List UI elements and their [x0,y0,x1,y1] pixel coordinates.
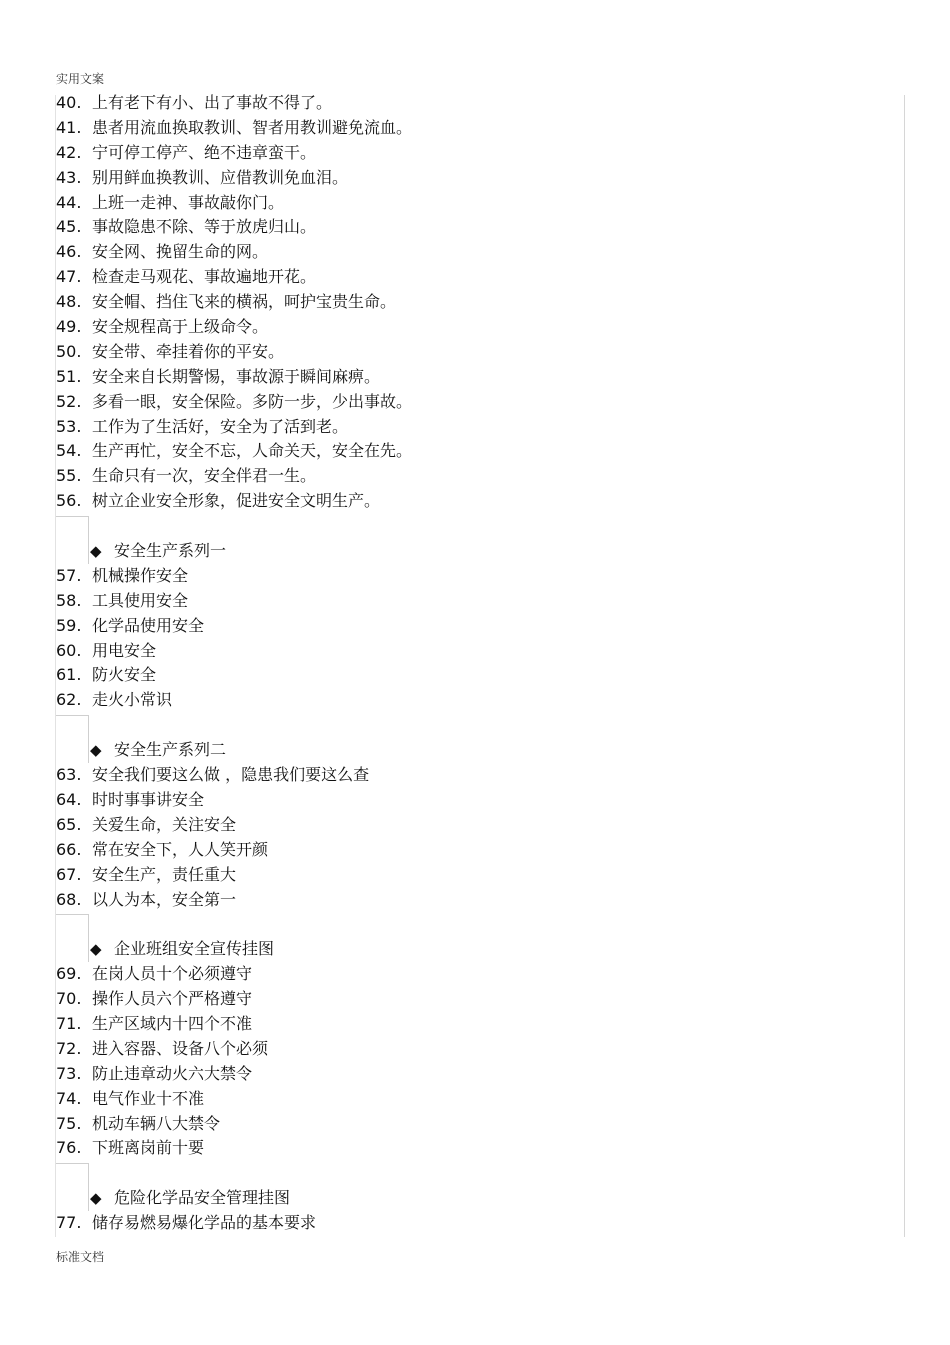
item-number: 46. [56,242,82,262]
list-item [56,987,896,1012]
section-heading [56,539,896,564]
list-item [56,788,896,813]
item-number: 49. [56,317,82,337]
item-text: 进入容器、设备八个必须 [92,1038,269,1058]
item-number: 56. [56,491,82,511]
item-number: 64. [56,789,82,809]
list-item [56,290,896,315]
item-text: 防火安全 [92,665,157,685]
list-item [56,688,896,713]
list-item [56,1012,896,1037]
item-number: 57. [56,565,82,585]
list-item [56,564,896,589]
list-item [56,489,896,514]
list-item [56,166,896,191]
item-text: 机动车辆八大禁令 [92,1113,221,1133]
item-text: 树立企业安全形象，促进安全文明生产。 [92,491,381,511]
item-number: 42. [56,142,82,162]
item-number: 62. [56,690,82,710]
list-item [56,962,896,987]
item-number: 52. [56,391,82,411]
page-footer: 标准文档 [56,1250,105,1264]
page-header: 实用文案 [56,72,105,86]
list-item [56,439,896,464]
list-item [56,838,896,863]
item-text: 生命只有一次，安全伴君一生。 [92,466,317,486]
list-item [56,1087,896,1112]
right-border-line [904,95,905,1237]
item-number: 59. [56,615,82,635]
item-text: 检查走马观花、事故遍地开花。 [92,267,317,287]
item-number: 58. [56,590,82,610]
list-item [56,390,896,415]
item-number: 40. [56,93,82,112]
item-number: 70. [56,989,82,1009]
item-text: 工具使用安全 [92,590,189,610]
item-number: 47. [56,267,82,287]
item-text: 用电安全 [92,640,157,660]
list-item [56,863,896,888]
item-number: 60. [56,640,82,660]
item-number: 41. [56,117,82,137]
section-heading-text: 危险化学品安全管理挂图 [114,1188,291,1208]
list-item [56,813,896,838]
list-item [56,1062,896,1087]
list-item [56,639,896,664]
section-heading-text: 安全生产系列一 [114,541,227,561]
list-item [56,340,896,365]
item-text: 安全网、挽留生命的网。 [92,242,269,262]
blank-line [56,713,896,738]
item-text: 化学品使用安全 [92,615,205,635]
list-item [56,663,896,688]
item-number: 67. [56,864,82,884]
item-text: 下班离岗前十要 [92,1138,205,1158]
item-text: 安全帽、挡住飞来的横祸，呵护宝贵生命。 [92,292,397,312]
item-number: 50. [56,341,82,361]
list-item [56,191,896,216]
item-number: 65. [56,814,82,834]
item-number: 74. [56,1088,82,1108]
section-heading [56,738,896,763]
item-text: 安全规程高于上级命令。 [92,317,269,337]
list-item [56,91,896,116]
list-item [56,415,896,440]
item-text: 时时事事讲安全 [92,789,205,809]
section-heading-text: 企业班组安全宣传挂图 [114,939,275,959]
item-text: 上班一走神、事故敲你门。 [92,192,285,212]
list-item [56,763,896,788]
list-item [56,589,896,614]
item-number: 45. [56,217,82,237]
list-item [56,1037,896,1062]
item-text: 工作为了生活好，安全为了活到老。 [92,416,349,436]
list-item [56,315,896,340]
item-text: 别用鲜血换教训、应借教训免血泪。 [92,167,349,187]
section-heading [56,937,896,962]
item-text: 安全带、牵挂着你的平安。 [92,341,285,361]
item-text: 常在安全下，人人笑开颜 [92,839,269,859]
list-item [56,614,896,639]
item-text: 生产区域内十四个不准 [92,1013,253,1033]
item-text: 安全我们要这么做 ，隐患我们要这么查 [92,765,370,785]
item-number: 51. [56,366,82,386]
item-number: 68. [56,889,82,909]
item-number: 77. [56,1213,82,1233]
list-item [56,464,896,489]
item-number: 55. [56,466,82,486]
document-list [56,91,896,1236]
section-heading [56,1186,896,1211]
item-text: 走火小常识 [92,690,173,710]
item-text: 防止违章动火六大禁令 [92,1063,253,1083]
item-number: 44. [56,192,82,212]
item-number: 69. [56,964,82,984]
diamond-bullet-icon: ◆ [90,741,102,760]
list-item [56,1211,896,1236]
item-text: 电气作业十不准 [92,1088,205,1108]
item-number: 73. [56,1063,82,1083]
item-number: 75. [56,1113,82,1133]
item-text: 宁可停工停产、绝不违章蛮干。 [92,142,317,162]
list-item [56,365,896,390]
list-item [56,1112,896,1137]
item-number: 61. [56,665,82,685]
item-text: 以人为本，安全第一 [92,889,237,909]
item-text: 安全生产，责任重大 [92,864,237,884]
item-text: 患者用流血换取教训、智者用教训避免流血。 [92,117,413,137]
list-item [56,215,896,240]
section-heading-text: 安全生产系列二 [114,740,227,760]
item-number: 71. [56,1013,82,1033]
list-item [56,116,896,141]
blank-line [56,514,896,539]
item-text: 多看一眼，安全保险。多防一步，少出事故。 [92,391,413,411]
item-number: 54. [56,441,82,461]
list-item [56,888,896,913]
item-text: 安全来自长期警惕，事故源于瞬间麻痹。 [92,366,381,386]
item-number: 63. [56,765,82,785]
item-text: 上有老下有小、出了事故不得了。 [92,93,333,112]
diamond-bullet-icon: ◆ [90,1189,102,1208]
item-text: 事故隐患不除、等于放虎归山。 [92,217,317,237]
item-number: 43. [56,167,82,187]
list-item [56,141,896,166]
item-number: 48. [56,292,82,312]
item-text: 生产再忙，安全不忘，人命关天，安全在先。 [92,441,413,461]
item-text: 机械操作安全 [92,565,189,585]
item-number: 72. [56,1038,82,1058]
diamond-bullet-icon: ◆ [90,542,102,561]
item-number: 53. [56,416,82,436]
list-item [56,1136,896,1161]
item-number: 76. [56,1138,82,1158]
diamond-bullet-icon: ◆ [90,940,102,959]
item-text: 在岗人员十个必须遵守 [92,964,253,984]
item-number: 66. [56,839,82,859]
item-text: 操作人员六个严格遵守 [92,989,253,1009]
list-item [56,240,896,265]
item-text: 关爱生命，关注安全 [92,814,237,834]
blank-line [56,912,896,937]
blank-line [56,1161,896,1186]
item-text: 储存易燃易爆化学品的基本要求 [92,1213,317,1233]
list-item [56,265,896,290]
